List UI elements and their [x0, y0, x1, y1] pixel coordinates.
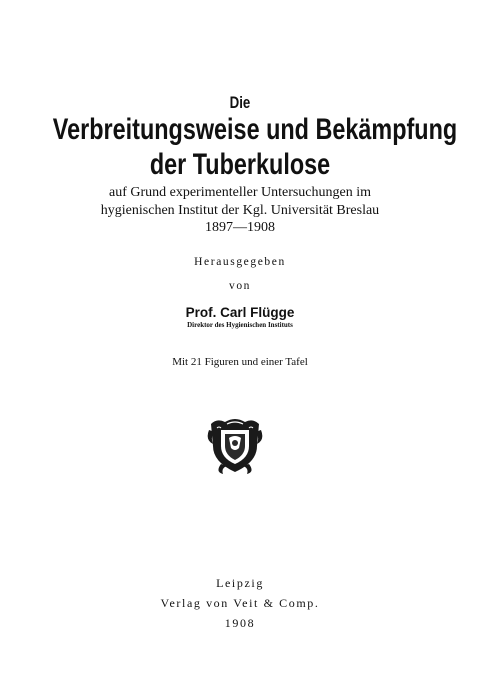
illustrations-note: Mit 21 Figuren und einer Tafel [172, 356, 308, 368]
imprint-publisher: Verlag von Veit & Comp. [160, 596, 320, 610]
herausgegeben-label: Herausgegeben [194, 256, 286, 268]
title-line-main: Verbreitungsweise und Bekämpfung [52, 113, 458, 146]
editor-role: Direktor des Hygienischen Instituts [187, 321, 293, 329]
imprint-year: 1908 [224, 616, 256, 630]
imprint-city: Leipzig [216, 576, 264, 590]
publisher-crest-icon [207, 416, 263, 476]
von-label: von [228, 280, 252, 292]
subtitle-line-1: auf Grund experimenteller Untersuchungen im [108, 185, 372, 200]
editor-name: Prof. Carl Flügge [185, 305, 295, 320]
title-line-subject: der Tuberkulose [149, 148, 331, 181]
title-line-die: Die [229, 93, 251, 112]
subtitle-years: 1897—1908 [205, 220, 275, 235]
subtitle-line-2: hygienischen Institut der Kgl. Universität Breslau [100, 203, 380, 218]
